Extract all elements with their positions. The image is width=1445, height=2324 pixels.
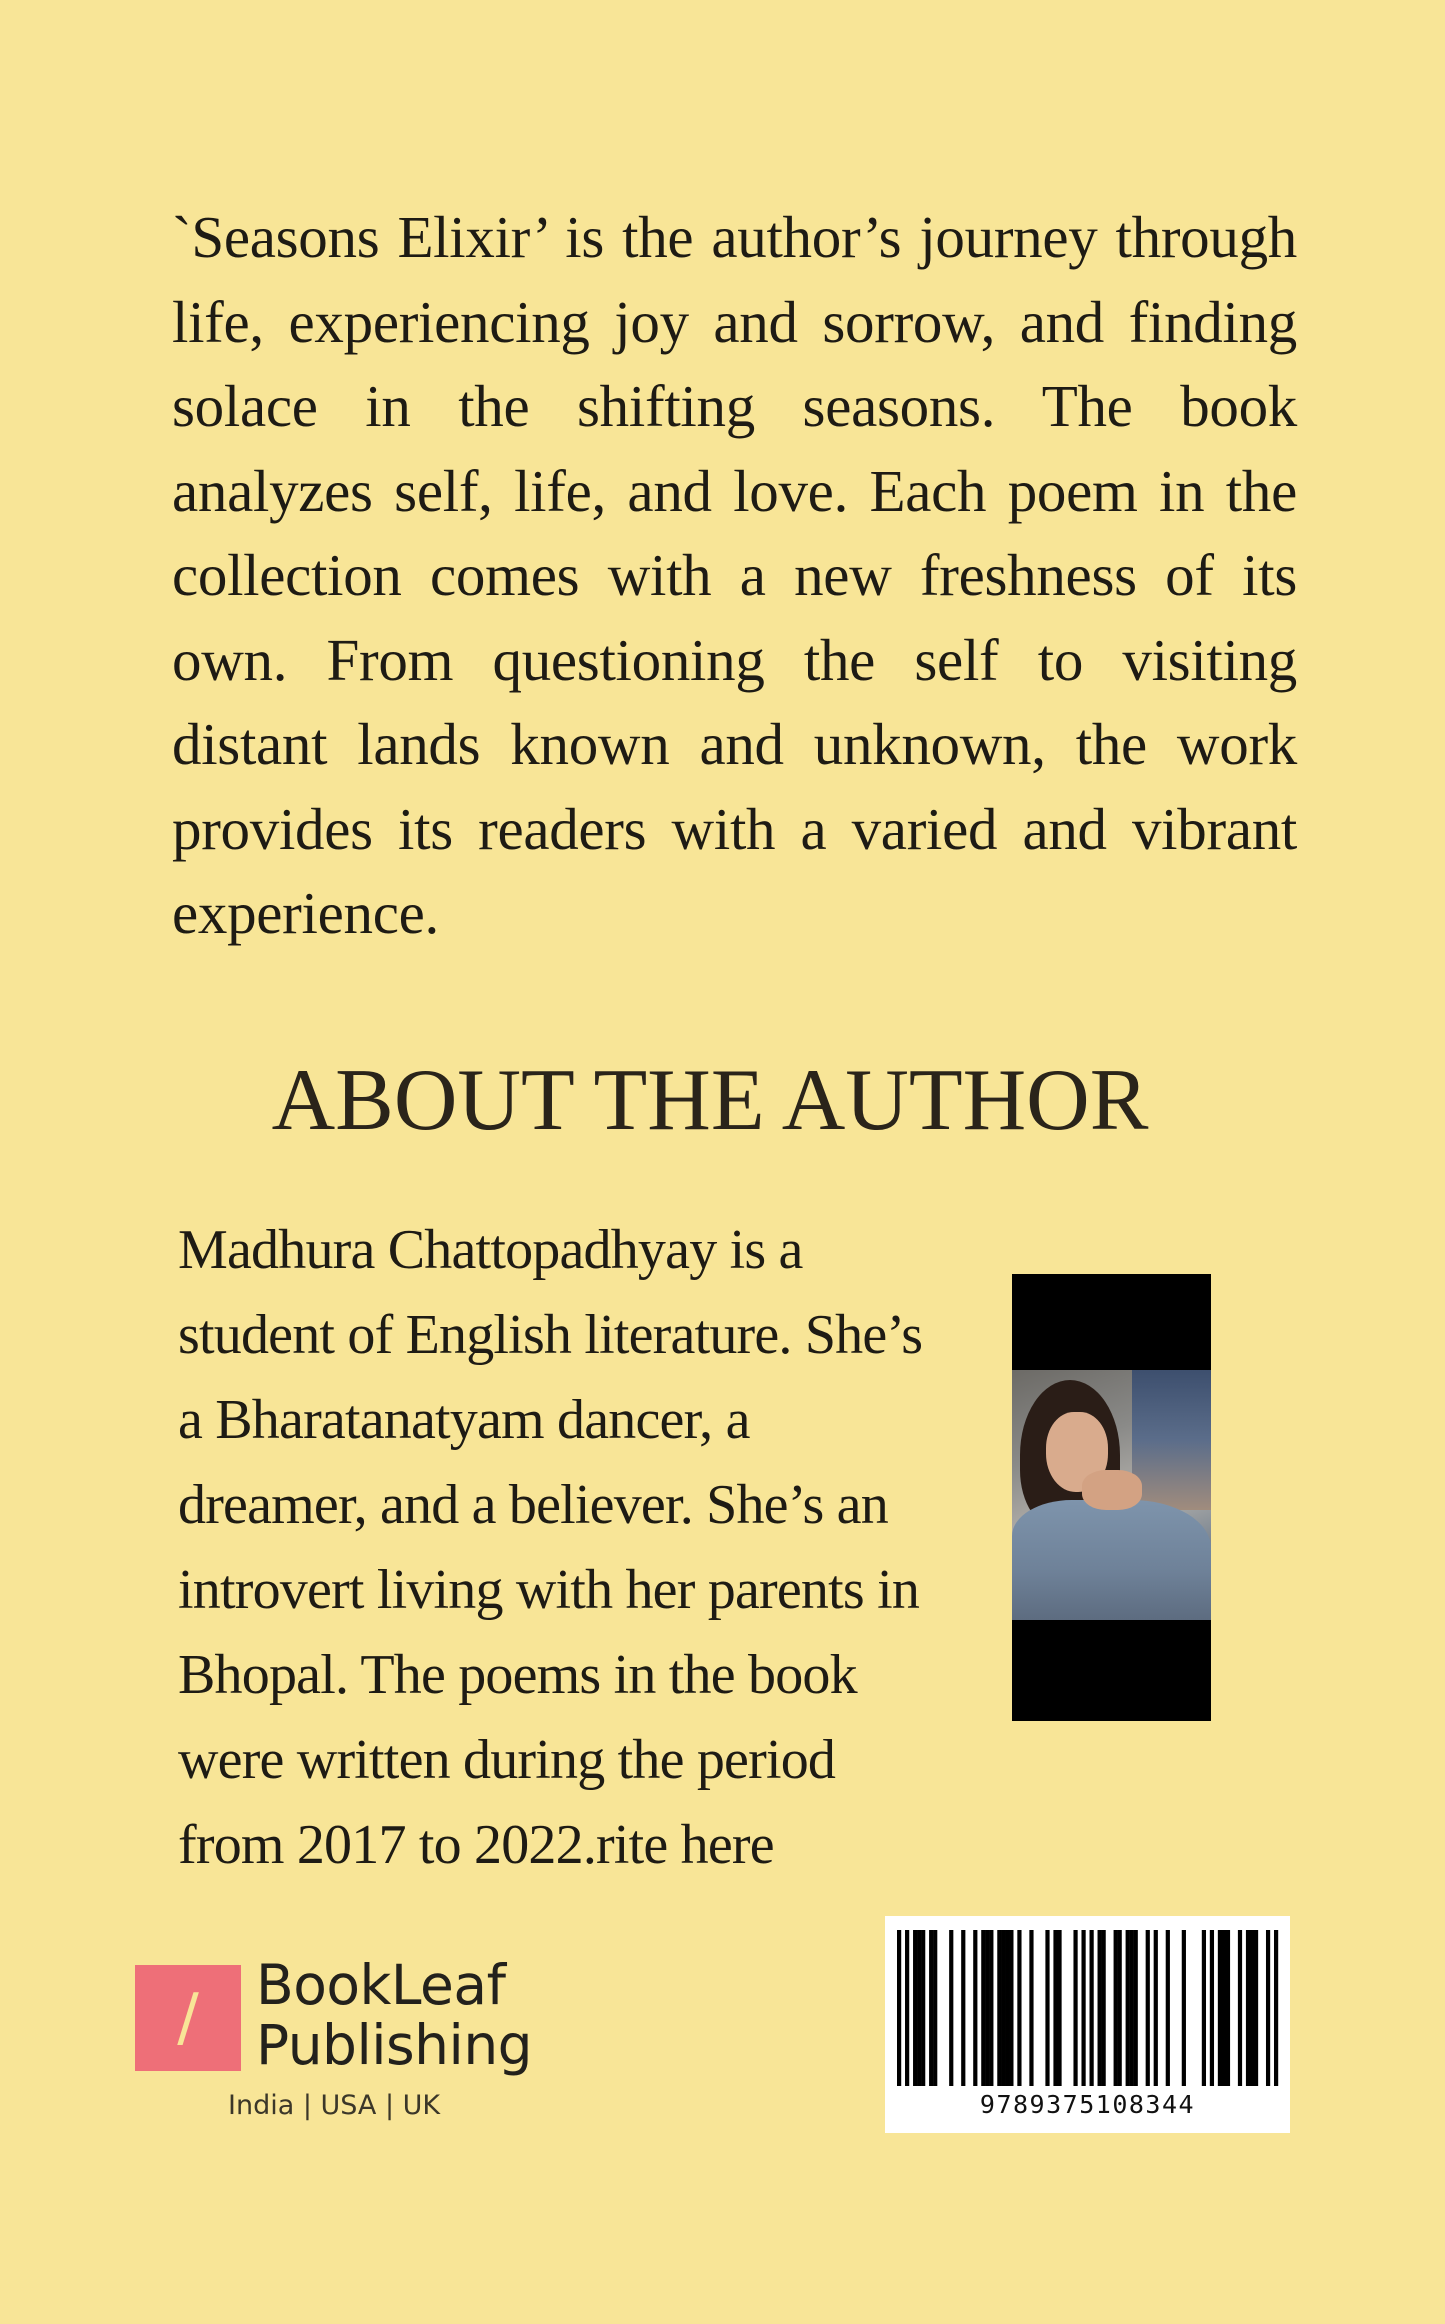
barcode-bar: [1009, 1930, 1013, 2086]
barcode-bar: [1254, 1930, 1258, 2086]
author-bio: [178, 1208, 923, 1888]
barcode-bar: [1146, 1930, 1150, 2086]
barcode-bar: [1118, 1930, 1122, 2086]
publisher-name-line2: Publishing: [256, 2013, 533, 2077]
barcode-bar: [1134, 1930, 1138, 2086]
barcode-bar: [1045, 1930, 1049, 2086]
barcode-bar: [985, 1930, 989, 2086]
barcode-bar: [917, 1930, 921, 2086]
bio-line: dreamer, and a believer. She’s an: [178, 1474, 888, 1536]
bookleaf-logo-icon: [135, 1965, 241, 2071]
barcode-bar: [1274, 1930, 1278, 2086]
bio-line: Bhopal. The poems in the book: [178, 1644, 857, 1706]
barcode-bar: [1226, 1930, 1230, 2086]
barcode-bar: [1166, 1930, 1170, 2086]
barcode-bar: [913, 1930, 917, 2086]
author-photo: [1012, 1274, 1211, 1721]
barcode-bar: [1218, 1930, 1222, 2086]
bio-line: student of English literature. She’s: [178, 1304, 923, 1366]
barcode-bar: [1250, 1930, 1254, 2086]
barcode-bar: [973, 1930, 977, 2086]
isbn-number: 9789375108344: [979, 2090, 1196, 2119]
logo-slash: /: [177, 1981, 199, 2055]
barcode-bar: [1005, 1930, 1009, 2086]
barcode-bar: [997, 1930, 1001, 2086]
book-blurb: `Seasons Elixir’ is the author’s journey through life, experiencing joy and sorrow, and finding solace in the shifting seasons. The book analyzes self, life, and love. Each poem in the collection comes with a new freshness of its own. From questioning the self to visiting distant lands known and unknown, the work provides its readers with a varied and vibrant experience.: [172, 204, 1297, 946]
isbn-barcode: [885, 1916, 1290, 2133]
barcode-bar: [1098, 1930, 1102, 2086]
barcode-bar: [1090, 1930, 1094, 2086]
barcode-bar: [1202, 1930, 1206, 2086]
barcode-bar: [1114, 1930, 1118, 2086]
publisher-name-line1: BookLeaf: [256, 1953, 506, 2017]
barcode-bar: [1081, 1930, 1085, 2086]
barcode-bar: [989, 1930, 993, 2086]
barcode-bar: [1057, 1930, 1061, 2086]
barcode-bar: [1017, 1930, 1021, 2086]
author-photo-image: [1012, 1370, 1211, 1620]
barcode-bar: [1029, 1930, 1033, 2086]
barcode-bar: [905, 1930, 909, 2086]
barcode-bar: [1001, 1930, 1005, 2086]
publisher-name: [256, 1955, 532, 2075]
barcode-bar: [1238, 1930, 1242, 2086]
barcode-bar: [921, 1930, 925, 2086]
barcode-bar: [949, 1930, 953, 2086]
about-author-heading: ABOUT THE AUTHOR: [271, 1052, 1149, 1149]
barcode-bar: [1154, 1930, 1158, 2086]
barcode-bar: [1073, 1930, 1077, 2086]
bio-line: were written during the period: [178, 1729, 836, 1791]
barcode-bar: [961, 1930, 965, 2086]
barcode-bar: [1266, 1930, 1270, 2086]
barcode-bar: [1246, 1930, 1250, 2086]
barcode-bar: [981, 1930, 985, 2086]
bio-line: a Bharatanatyam dancer, a: [178, 1389, 750, 1451]
barcode-bar: [929, 1930, 933, 2086]
barcode-bar: [1182, 1930, 1186, 2086]
publisher-regions: India | USA | UK: [228, 2090, 441, 2121]
barcode-bar: [1130, 1930, 1134, 2086]
barcode-bar: [1210, 1930, 1214, 2086]
barcode-bar: [933, 1930, 937, 2086]
barcode-bar: [1126, 1930, 1130, 2086]
barcode-bar: [1102, 1930, 1106, 2086]
bio-line: introvert living with her parents in: [178, 1559, 920, 1621]
bio-line: from 2017 to 2022.rite here: [178, 1814, 774, 1876]
barcode-bar: [897, 1930, 901, 2086]
barcode-bar: [1222, 1930, 1226, 2086]
barcode-bar: [1053, 1930, 1057, 2086]
bio-line: Madhura Chattopadhyay is a: [178, 1219, 803, 1281]
